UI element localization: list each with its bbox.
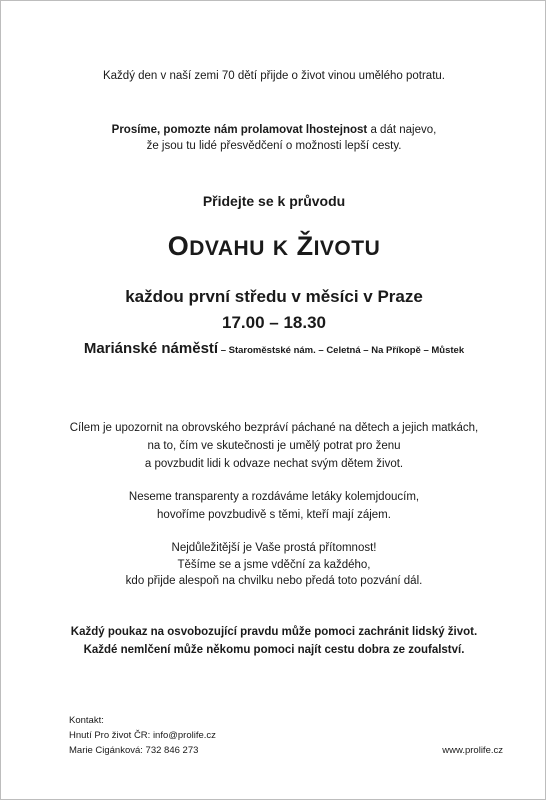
title-word-1-cap: O	[167, 231, 190, 261]
title-word-1-rest: DVAHU	[189, 237, 265, 260]
closing-line: Každý poukaz na osvobozující pravdu může pomoci zachránit lidský život.	[70, 626, 478, 638]
plea-line-1	[1, 123, 546, 137]
event-place	[1, 339, 546, 361]
paragraph-3-line: Těšíme se a jsme vděční za každého,	[177, 559, 371, 571]
paragraph-1-line: a povzbudit lidi k odvaze nechat svým dětem život.	[144, 458, 404, 470]
website-link[interactable]: www.prolife.cz	[442, 745, 503, 756]
join-heading: Přidejte se k průvodu	[202, 193, 346, 209]
paragraph-1-line: na to, čím ve skutečnosti je umělý potrat pro ženu	[147, 440, 401, 452]
title-word-2: K	[272, 237, 289, 260]
plea-line-2: že jsou tu lidé přesvědčení o možnosti lepší cesty.	[146, 140, 402, 152]
paragraph-2-line: hovoříme povzbudivě s těmi, kteří mají zájem.	[157, 509, 391, 521]
paragraph-3-line: kdo přijde alespoň na chvilku nebo předá toto pozvání dál.	[125, 575, 423, 587]
contact-phone: Marie Cigánková: 732 846 273	[69, 745, 199, 756]
paragraph-1-line: Cílem je upozornit na obrovského bezpráví páchané na dětech a jejich matkách,	[69, 422, 479, 434]
place-route: – Staroměstské nám. – Celetná – Na Příkopě – Můstek	[218, 345, 465, 356]
paragraph-2-line: Neseme transparenty a rozdáváme letáky kolemjdoucím,	[128, 491, 420, 503]
page-title	[1, 229, 546, 266]
paragraph-3-line: Nejdůležitější je Vaše prostá přítomnost!	[171, 542, 377, 554]
contact-heading: Kontakt:	[69, 715, 104, 726]
closing-line: Každé nemlčení může někomu pomoci najít cestu dobra ze zoufalství.	[83, 644, 465, 656]
place-main: Mariánské náměstí	[83, 340, 219, 357]
plea-bold: Prosíme, pomozte nám prolamovat lhostejnost	[111, 124, 368, 136]
title-word-3-rest: IVOTU	[313, 237, 381, 260]
intro-text: Každý den v naší zemi 70 dětí přijde o život vinou umělého potratu.	[102, 70, 445, 82]
contact-email: Hnutí Pro život ČR: info@prolife.cz	[69, 730, 216, 741]
title-word-3-cap: Ž	[296, 231, 314, 261]
plea-rest: a dát najevo,	[367, 124, 437, 136]
event-when: každou první středu v měsíci v Praze	[125, 287, 423, 306]
event-time: 17.00 – 18.30	[222, 313, 326, 332]
